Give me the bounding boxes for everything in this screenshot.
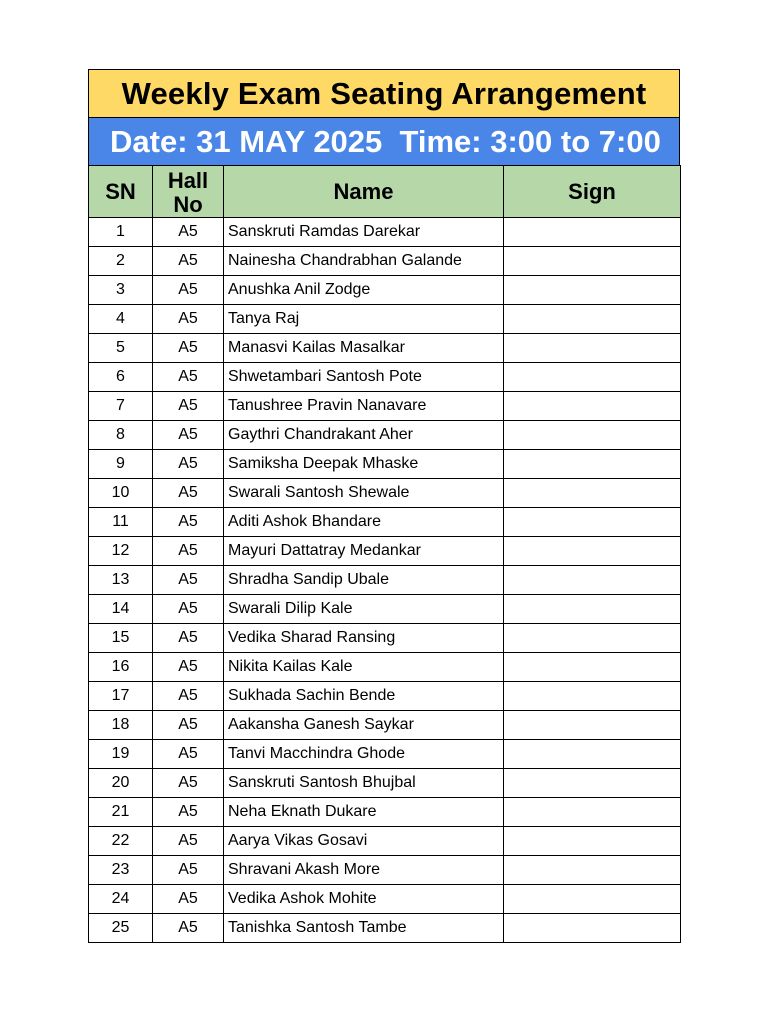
hall-no-cell: A5 <box>153 276 224 305</box>
sign-cell[interactable] <box>504 827 681 856</box>
column-header-sign: Sign <box>504 166 681 218</box>
table-row <box>89 508 681 537</box>
sn-cell: 14 <box>89 595 153 624</box>
name-cell: Aakansha Ganesh Saykar <box>224 711 504 740</box>
sign-cell[interactable] <box>504 218 681 247</box>
sign-cell[interactable] <box>504 595 681 624</box>
hall-no-cell: A5 <box>153 682 224 711</box>
hall-no-cell: A5 <box>153 305 224 334</box>
sign-cell[interactable] <box>504 798 681 827</box>
hall-no-cell: A5 <box>153 711 224 740</box>
sn-cell: 17 <box>89 682 153 711</box>
table-row <box>89 421 681 450</box>
column-header-sn: SN <box>89 166 153 218</box>
hall-no-cell: A5 <box>153 769 224 798</box>
sn-cell: 23 <box>89 856 153 885</box>
name-cell: Mayuri Dattatray Medankar <box>224 537 504 566</box>
table-header <box>89 166 681 218</box>
name-cell: Shwetambari Santosh Pote <box>224 363 504 392</box>
table-row <box>89 885 681 914</box>
name-cell: Aditi Ashok Bhandare <box>224 508 504 537</box>
sign-cell[interactable] <box>504 421 681 450</box>
table-row <box>89 247 681 276</box>
hall-no-cell: A5 <box>153 363 224 392</box>
seating-table <box>88 165 681 943</box>
sn-cell: 12 <box>89 537 153 566</box>
name-cell: Anushka Anil Zodge <box>224 276 504 305</box>
name-cell: Tanvi Macchindra Ghode <box>224 740 504 769</box>
sn-cell: 22 <box>89 827 153 856</box>
table-row <box>89 392 681 421</box>
table-row <box>89 769 681 798</box>
table-row <box>89 305 681 334</box>
hall-no-cell: A5 <box>153 653 224 682</box>
sign-cell[interactable] <box>504 305 681 334</box>
sn-cell: 13 <box>89 566 153 595</box>
sn-cell: 24 <box>89 885 153 914</box>
table-row <box>89 624 681 653</box>
name-cell: Swarali Dilip Kale <box>224 595 504 624</box>
hall-no-cell: A5 <box>153 856 224 885</box>
table-row <box>89 740 681 769</box>
sn-cell: 9 <box>89 450 153 479</box>
sign-cell[interactable] <box>504 856 681 885</box>
sign-cell[interactable] <box>504 914 681 943</box>
hall-no-cell: A5 <box>153 624 224 653</box>
name-cell: Aarya Vikas Gosavi <box>224 827 504 856</box>
sign-cell[interactable] <box>504 769 681 798</box>
table-row <box>89 711 681 740</box>
hall-no-cell: A5 <box>153 537 224 566</box>
hall-no-cell: A5 <box>153 595 224 624</box>
sn-cell: 16 <box>89 653 153 682</box>
column-header-hall-no: Hall No <box>153 166 224 218</box>
sn-cell: 11 <box>89 508 153 537</box>
table-row <box>89 537 681 566</box>
name-cell: Shradha Sandip Ubale <box>224 566 504 595</box>
sign-cell[interactable] <box>504 276 681 305</box>
name-cell: Nikita Kailas Kale <box>224 653 504 682</box>
table-row <box>89 595 681 624</box>
table-row <box>89 276 681 305</box>
sn-cell: 2 <box>89 247 153 276</box>
seating-sheet <box>88 69 680 943</box>
name-cell: Manasvi Kailas Masalkar <box>224 334 504 363</box>
hall-no-cell: A5 <box>153 218 224 247</box>
hall-no-cell: A5 <box>153 885 224 914</box>
table-row <box>89 334 681 363</box>
name-cell: Swarali Santosh Shewale <box>224 479 504 508</box>
name-cell: Samiksha Deepak Mhaske <box>224 450 504 479</box>
sign-cell[interactable] <box>504 450 681 479</box>
table-row <box>89 363 681 392</box>
sign-cell[interactable] <box>504 363 681 392</box>
name-cell: Vedika Sharad Ransing <box>224 624 504 653</box>
hall-no-cell: A5 <box>153 392 224 421</box>
hall-no-cell: A5 <box>153 827 224 856</box>
hall-no-cell: A5 <box>153 798 224 827</box>
table-row <box>89 450 681 479</box>
sn-cell: 18 <box>89 711 153 740</box>
header-row <box>89 166 681 218</box>
sign-cell[interactable] <box>504 566 681 595</box>
sn-cell: 7 <box>89 392 153 421</box>
name-cell: Neha Eknath Dukare <box>224 798 504 827</box>
hall-no-cell: A5 <box>153 566 224 595</box>
table-row <box>89 566 681 595</box>
hall-no-cell: A5 <box>153 421 224 450</box>
sign-cell[interactable] <box>504 334 681 363</box>
table-row <box>89 218 681 247</box>
sign-cell[interactable] <box>504 392 681 421</box>
sn-cell: 5 <box>89 334 153 363</box>
table-row <box>89 682 681 711</box>
sign-cell[interactable] <box>504 885 681 914</box>
sign-cell[interactable] <box>504 537 681 566</box>
name-cell: Sukhada Sachin Bende <box>224 682 504 711</box>
name-cell: Shravani Akash More <box>224 856 504 885</box>
hall-no-cell: A5 <box>153 450 224 479</box>
sign-cell[interactable] <box>504 653 681 682</box>
table-row <box>89 914 681 943</box>
sign-cell[interactable] <box>504 508 681 537</box>
sn-cell: 20 <box>89 769 153 798</box>
name-cell: Gaythri Chandrakant Aher <box>224 421 504 450</box>
table-row <box>89 856 681 885</box>
sn-cell: 25 <box>89 914 153 943</box>
sn-cell: 19 <box>89 740 153 769</box>
sn-cell: 6 <box>89 363 153 392</box>
table-row <box>89 798 681 827</box>
name-cell: Sanskruti Ramdas Darekar <box>224 218 504 247</box>
table-row <box>89 827 681 856</box>
name-cell: Tanishka Santosh Tambe <box>224 914 504 943</box>
sn-cell: 8 <box>89 421 153 450</box>
sn-cell: 15 <box>89 624 153 653</box>
hall-no-cell: A5 <box>153 740 224 769</box>
sign-cell[interactable] <box>504 740 681 769</box>
name-cell: Tanushree Pravin Nanavare <box>224 392 504 421</box>
hall-no-cell: A5 <box>153 334 224 363</box>
name-cell: Tanya Raj <box>224 305 504 334</box>
hall-no-cell: A5 <box>153 914 224 943</box>
date-time-banner: Date: 31 MAY 2025 Time: 3:00 to 7:00 <box>88 117 680 165</box>
sign-cell[interactable] <box>504 682 681 711</box>
table-row <box>89 479 681 508</box>
table-row <box>89 653 681 682</box>
sn-cell: 10 <box>89 479 153 508</box>
hall-no-cell: A5 <box>153 247 224 276</box>
name-cell: Nainesha Chandrabhan Galande <box>224 247 504 276</box>
hall-no-cell: A5 <box>153 479 224 508</box>
hall-no-cell: A5 <box>153 508 224 537</box>
name-cell: Sanskruti Santosh Bhujbal <box>224 769 504 798</box>
sign-cell[interactable] <box>504 711 681 740</box>
sn-cell: 21 <box>89 798 153 827</box>
sn-cell: 4 <box>89 305 153 334</box>
sign-cell[interactable] <box>504 624 681 653</box>
sign-cell[interactable] <box>504 247 681 276</box>
table-body <box>89 218 681 943</box>
sign-cell[interactable] <box>504 479 681 508</box>
sn-cell: 3 <box>89 276 153 305</box>
sheet-title: Weekly Exam Seating Arrangement <box>88 69 680 117</box>
sn-cell: 1 <box>89 218 153 247</box>
name-cell: Vedika Ashok Mohite <box>224 885 504 914</box>
column-header-name: Name <box>224 166 504 218</box>
